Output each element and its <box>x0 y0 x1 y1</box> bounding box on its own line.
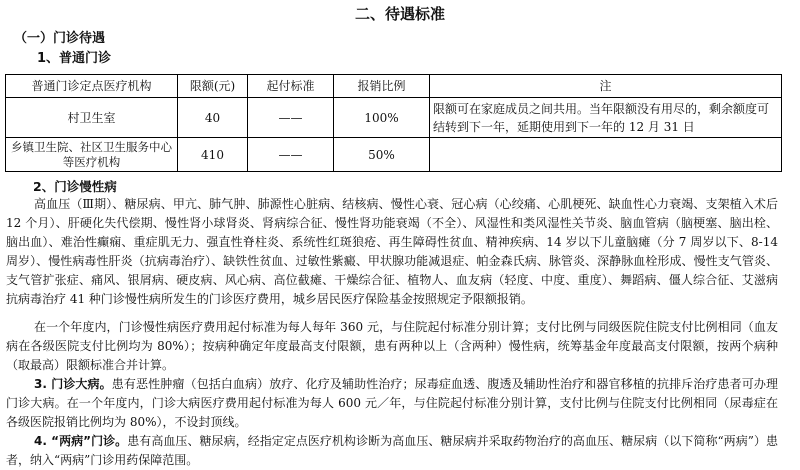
cell-note: 限额可在家庭成员之间共用。当年限额没有用尽的，剩余额度可结转到下一年，延期使用到下一年的 12 月 31 日 <box>430 98 782 138</box>
two-disease-text: 患有高血压、糖尿病，经指定定点医疗机构诊断为高血压、糖尿病并采取药物治疗的高血压、糖尿病（以下简称“两病”）患者，纳入“两病”门诊用药保障范围。 <box>6 434 778 467</box>
header-ratio: 报销比例 <box>334 75 430 98</box>
table-row <box>6 138 782 172</box>
two-disease-lead: 4. “两病”门诊。 <box>34 434 128 448</box>
cell-institution: 村卫生室 <box>6 98 178 138</box>
two-disease-paragraph <box>6 432 778 470</box>
chronic-disease-payment-paragraph: 在一个年度内，门诊慢性病医疗费用起付标准为每人每年 360 元，与住院起付标准分别计算；支付比例与同级医院住院支付比例相同（血友病在各级医院支付比例均为 80%）；按病种确定年度最高支付限额，患有两种以上（含两种）慢性病，统筹基金年度最高支付限额，按两个病种（取最高）限额标准合并计算。 <box>6 320 778 372</box>
cell-limit: 40 <box>178 98 248 138</box>
cell-deductible: —— <box>248 138 334 172</box>
header-deductible: 起付标准 <box>248 75 334 98</box>
cell-deductible: —— <box>248 98 334 138</box>
chronic-disease-heading: 2、门诊慢性病 <box>33 179 117 194</box>
header-institution: 普通门诊定点医疗机构 <box>6 75 178 98</box>
cell-note <box>430 138 782 172</box>
major-disease-paragraph <box>6 375 778 432</box>
major-disease-text: 患有恶性肿瘤（包括白血病）放疗、化疗及辅助性治疗；尿毒症血透、腹透及辅助性治疗和器官移植的抗排斥治疗患者可办理门诊大病。在一个年度内，门诊大病医疗费用起付标准为每人 600 元／年，与住院起付标准分别计算，支付比例与住院支付比例相同（尿毒症在各级医院报销比例均为 80%），不设封顶线。 <box>6 377 778 429</box>
major-disease-lead: 3. 门诊大病。 <box>34 377 112 391</box>
general-outpatient-table <box>5 74 782 172</box>
chronic-disease-list-paragraph: 高血压（Ⅲ期）、糖尿病、甲亢、肺气肿、肺源性心脏病、结核病、慢性心衰、冠心病（心绞痛、心肌梗死、缺血性心力衰竭、支架植入术后 12 个月）、肝硬化失代偿期、慢性肾小球肾炎、肾病综合征、慢性肾功能衰竭（不全）、风湿性和类风湿性关节炎、脑血管病（脑梗塞、脑出栓、脑出血）、难治性癫痫、重症肌无力、强直性脊柱炎、系统性红斑狼疮、再生障碍性贫血、精神疾病、14 岁以下儿童脑瘫（分 7 周岁以下、8-14 周岁）、慢性病毒性肝炎（抗病毒治疗）、缺铁性贫血、过敏性紫癜、甲状腺功能减退症、帕金森氏病、脉管炎、深静脉血栓形成、慢性支气管炎、支气管扩张症、痛风、银屑病、硬皮病、风心病、高位截瘫、干燥综合征、植物人、血友病（轻度、中度、重度）、舞蹈病、僵人综合征、艾滋病抗病毒治疗 41 种门诊慢性病所发生的门诊医疗费用，城乡居民医疗保险基金按照规定予限额报销。 <box>6 197 778 306</box>
header-limit: 限额(元) <box>178 75 248 98</box>
table-header-row <box>6 75 782 98</box>
outpatient-heading: （一）门诊待遇 <box>14 31 106 46</box>
general-outpatient-heading: 1、普通门诊 <box>37 51 112 66</box>
cell-institution: 乡镇卫生院、社区卫生服务中心等医疗机构 <box>6 138 178 172</box>
cell-ratio: 50% <box>334 138 430 172</box>
cell-limit: 410 <box>178 138 248 172</box>
section-title: 二、待遇标准 <box>354 5 445 23</box>
table-row <box>6 98 782 138</box>
header-note: 注 <box>430 75 782 98</box>
cell-ratio: 100% <box>334 98 430 138</box>
